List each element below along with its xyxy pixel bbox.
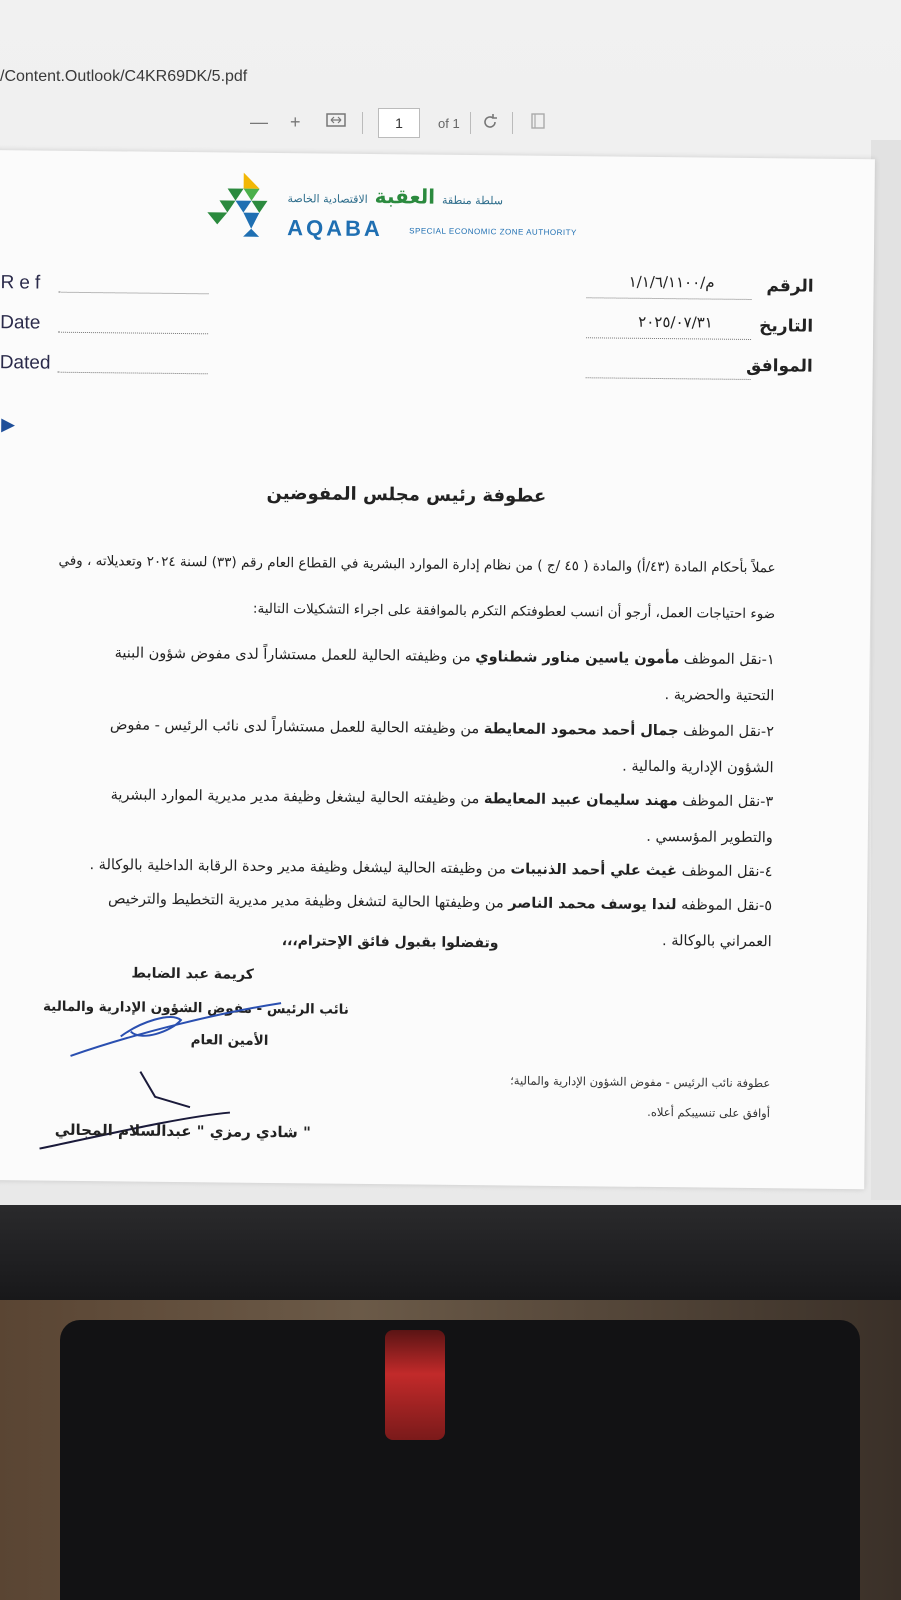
ref-label-en: Ref xyxy=(0,272,46,294)
date-value: ٢٠٢٥/٠٧/٣١ xyxy=(638,312,713,332)
toolbar-divider xyxy=(512,112,513,134)
approval-note-text: أوافق على تنسيبكم أعلاه. xyxy=(647,1104,771,1121)
handwritten-signature-icon xyxy=(0,150,390,1204)
org-subtitle-english: SPECIAL ECONOMIC ZONE AUTHORITY xyxy=(409,226,577,238)
zoom-in-button[interactable]: + xyxy=(290,112,301,132)
list-item: ٢-نقل الموظف جمال أحمد محمود المعايطة من وظيفته الحالية للعمل مستشاراً لدى نائب الرئيس - مفوض xyxy=(109,717,775,741)
page-number-input[interactable]: 1 xyxy=(378,108,420,138)
monitor-stand xyxy=(60,1320,860,1600)
date-line-ar xyxy=(586,336,751,340)
toolbar-divider xyxy=(362,112,363,134)
signer-role: الأمين العام xyxy=(190,1032,269,1049)
signer-name: كريمة عبد الضابط xyxy=(131,965,254,983)
ref-value: م/١/١/٦/١١٠٠ xyxy=(628,272,715,292)
dated-label-en: Dated xyxy=(0,352,51,374)
date-label-en: Date xyxy=(0,312,41,334)
intro-line-2: ضوء احتياجات العمل، أرجو أن انسب لعطوفتكم التكرم بالموافقة على اجراء التشكيلات التالية: xyxy=(252,600,776,623)
list-item: ٥-نقل الموظفه لندا يوسف محمد الناصر من وظيفتها الحالية لتشغل وظيفة مدير مديرية التخطيط والترخيص xyxy=(107,891,773,915)
list-item: ١-نقل الموظف مأمون ياسين مناور شطناوي من وظيفته الحالية للعمل مستشاراً لدى مفوض شؤون البنية xyxy=(114,645,775,669)
dated-line-ar xyxy=(586,376,751,380)
letter-subject: عطوفة رئيس مجلس المفوضين xyxy=(266,482,547,507)
viewer-scroll-gutter[interactable] xyxy=(871,140,901,1200)
red-bottle xyxy=(385,1330,445,1440)
closing-line: وتفضلوا بقبول فائق الإحترام،،، xyxy=(281,933,499,952)
pdf-page xyxy=(0,150,875,1189)
address-bar[interactable] xyxy=(0,60,901,94)
list-item-continuation: العمراني بالوكالة . xyxy=(661,933,772,951)
toolbar-divider xyxy=(470,112,471,134)
rotate-icon[interactable] xyxy=(480,112,500,137)
intro-line-1: عملاً بأحكام المادة (٤٣/أ) والمادة ( ٤٥ /ج ) من نظام إدارة الموارد البشرية في القطاع العام رقم (٣٣) لسنة ٢٠٢٤ وتعديلاته ، وفي xyxy=(58,552,776,577)
monitor-bezel xyxy=(0,1205,901,1300)
page-view-icon[interactable] xyxy=(530,112,546,135)
org-name-arabic: سلطة منطقة العقبة الاقتصادية الخاصة xyxy=(287,184,504,209)
list-item: ٤-نقل الموظف غيث علي أحمد الذنيبات من وظيفته الحالية ليشغل وظيفة مدير وحدة الرقابة الداخلية بالوكالة . xyxy=(89,857,773,881)
list-item-continuation: الشؤون الإدارية والمالية . xyxy=(622,758,774,777)
page-count: of 1 xyxy=(438,116,460,131)
arrow-right-icon: ▶ xyxy=(1,414,16,436)
ref-label-ar: الرقم xyxy=(766,276,814,297)
approver-name: " شادي رمزي " عبدالسلام المجالي xyxy=(54,1120,311,1142)
fit-page-icon[interactable] xyxy=(326,112,346,133)
list-item-continuation: والتطوير المؤسسي . xyxy=(646,828,773,847)
pdf-toolbar xyxy=(230,108,590,140)
dated-label-ar: الموافق xyxy=(746,355,813,377)
date-label-ar: التاريخ xyxy=(759,316,814,337)
signer-title: نائب الرئيس - مفوض الشؤون الإدارية والمالية xyxy=(42,998,349,1018)
list-item: ٣-نقل الموظف مهند سليمان عبيد المعايطة من وظيفته الحالية ليشغل وظيفة مدير مديرية الموارد البشرية xyxy=(110,787,774,811)
approval-note-heading: عطوفة نائب الرئيس - مفوض الشؤون الإدارية والمالية؛ xyxy=(510,1073,771,1091)
url-text[interactable]: /Content.Outlook/C4KR69DK/5.pdf xyxy=(0,68,248,85)
ref-line-ar xyxy=(586,296,751,300)
zoom-out-button[interactable]: — xyxy=(250,112,268,132)
list-item-continuation: التحتية والحضرية . xyxy=(664,687,775,705)
org-name-english: AQABA xyxy=(287,215,384,242)
